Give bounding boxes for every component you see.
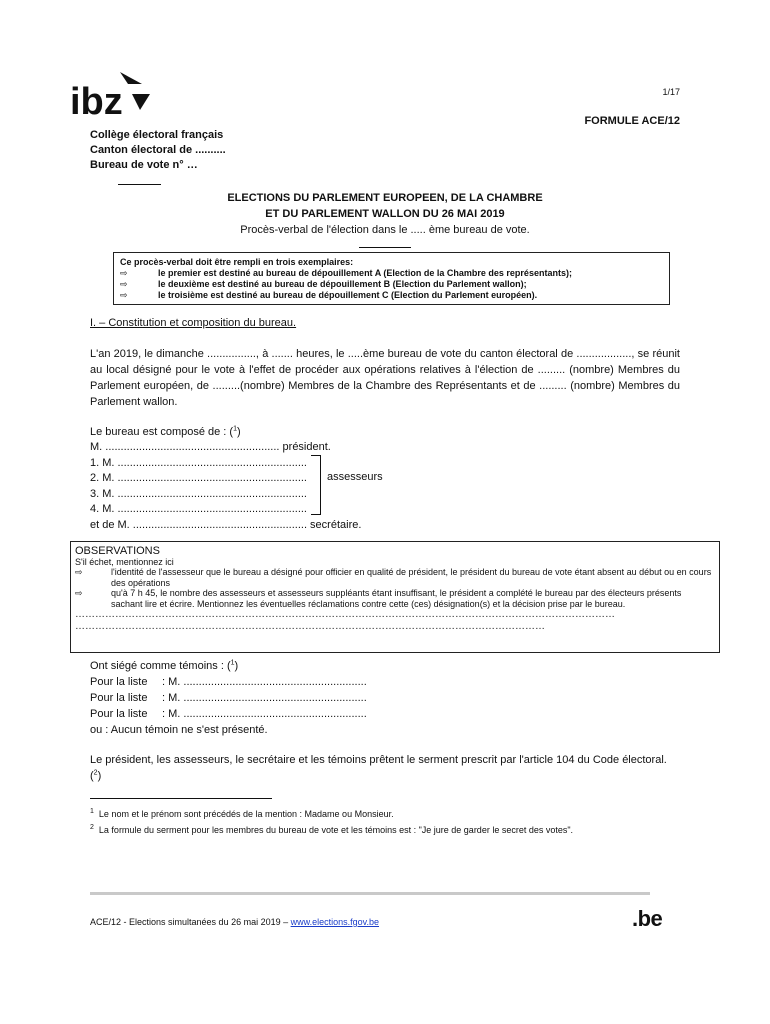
- title-line-2: ET DU PARLEMENT WALLON DU 26 MAI 2019: [265, 208, 505, 220]
- assessor-line: 4. M. ..............................................................: [90, 503, 307, 515]
- observations-subtitle: S'il échet, mentionnez ici: [75, 557, 174, 567]
- college-block: [90, 128, 226, 173]
- separator: [359, 247, 411, 248]
- title-line-1: ELECTIONS DU PARLEMENT EUROPEEN, DE LA CHAMBRE: [227, 192, 543, 204]
- constitution-paragraph: L'an 2019, le dimanche ................, à ....... heures, le .....ème bureau de vote du canton électoral de .................., se réunit au local désigné pour le vote à l'effet de procéder aux opérations relatives à l'élection de ......... (nombre) Membres du Parlement européen, de .........(nombre) Membres de la Chambre des Représentants et de ......... (nombre) Membres du Parlement wallon.: [90, 348, 680, 408]
- arrow-right-icon: ⇨: [75, 588, 83, 598]
- bureau-line: Bureau de vote n° …: [90, 159, 198, 171]
- observations-box: [70, 541, 720, 653]
- assessor-line: 3. M. ..............................................................: [90, 487, 307, 500]
- composition-label: Le bureau est composé de : ($^1$): [90, 425, 241, 438]
- arrow-right-icon: ⇨: [120, 279, 128, 289]
- oath-paragraph: [90, 752, 680, 784]
- observations-fill-line: ………………………………………………………………………………………………………………………………………………: [75, 609, 615, 620]
- observation-item: ⇨ l'identité de l'assesseur que le bureau a désigné pour officier en qualité de président, le président du bureau de vote étant absent au début ou en cours des opérations: [75, 567, 712, 588]
- footer-rule: [90, 892, 650, 895]
- ibz-logo: [70, 70, 150, 120]
- witness-line: Pour la liste : M. ............................................................: [90, 676, 367, 688]
- separator: [118, 184, 161, 185]
- copies-notice-box: [113, 252, 670, 305]
- copies-heading: Ce procès-verbal doit être rempli en trois exemplaires:: [120, 257, 354, 267]
- witnesses-block: [90, 658, 367, 738]
- copies-item: ⇨ le deuxième est destiné au bureau de dépouillement B (Election du Parlement wallon);: [120, 279, 527, 289]
- secretary-line: et de M. ......................................................... secrétaire.: [90, 518, 362, 531]
- assessor-line: 1. M. ..............................................................: [90, 456, 307, 469]
- section-heading: I. – Constitution et composition du bureau.: [90, 317, 297, 329]
- president-line: M. ......................................................... président.: [90, 441, 331, 453]
- title-subtitle: Procès-verbal de l'élection dans le ..... ème bureau de vote.: [240, 224, 530, 236]
- observations-fill-line: ……………………………………………………………………………………………………………………………: [75, 621, 545, 632]
- copies-item: ⇨ le premier est destiné au bureau de dépouillement A (Election de la Chambre des représentants);: [120, 268, 572, 278]
- footnote-separator: [90, 798, 272, 799]
- oath-footnote-ref: ($^2$): [90, 769, 102, 782]
- college-name: Collège électoral français: [90, 129, 224, 141]
- assessor-line: 2. M. ..............................................................: [90, 472, 307, 484]
- canton-line: Canton électoral de ..........: [90, 144, 226, 156]
- assessors-label: assesseurs: [327, 471, 383, 483]
- page-number: 1/17: [662, 87, 680, 97]
- form-code: FORMULE ACE/12: [584, 115, 680, 127]
- ibz-logo-graphic: [70, 70, 150, 120]
- footer-text: ACE/12 - Elections simultanées du 26 mai 2019 – www.elections.fgov.be: [90, 917, 380, 927]
- arrow-right-icon: ⇨: [120, 290, 128, 300]
- document-title: [90, 190, 680, 238]
- footnotes: [90, 806, 680, 838]
- witness-line: Pour la liste : M. ............................................................: [90, 708, 367, 720]
- footnote: $^1$ Le nom et le prénom sont précédés de la mention : Madame ou Monsieur.: [90, 808, 394, 819]
- no-witness-line: ou : Aucun témoin ne s'est présenté.: [90, 724, 268, 736]
- footnote: $^2$ La formule du serment pour les membres du bureau de vote et les témoins est : "Je jure de garder le secret des votes".: [90, 824, 574, 835]
- witness-line: Pour la liste : M. ............................................................: [90, 692, 367, 704]
- be-logo: .be: [632, 906, 663, 931]
- assessors-brace: [311, 455, 321, 515]
- copies-item: ⇨ le troisième est destiné au bureau de dépouillement C (Election du Parlement européen).: [120, 290, 538, 300]
- ibz-logo-text: ibz: [70, 81, 123, 120]
- arrow-right-icon: ⇨: [75, 567, 83, 577]
- witnesses-label: Ont siégé comme témoins : ($^1$): [90, 659, 239, 672]
- footer-link[interactable]: www.elections.fgov.be: [290, 917, 380, 927]
- observations-title: OBSERVATIONS: [75, 545, 160, 557]
- arrow-right-icon: ⇨: [120, 268, 128, 278]
- observation-item: ⇨ qu'à 7 h 45, le nombre des assesseurs et assesseurs suppléants étant insuffisant, le président a complété le bureau par des électeurs présents sachant lire et écrire. Mentionnez les éventuelles réclamations contre cette (ces) désignation(s) et la décision prise par le bureau.: [75, 588, 682, 609]
- oath-text: Le président, les assesseurs, le secrétaire et les témoins prêtent le serment prescrit par l'article 104 du Code électoral.: [90, 754, 667, 766]
